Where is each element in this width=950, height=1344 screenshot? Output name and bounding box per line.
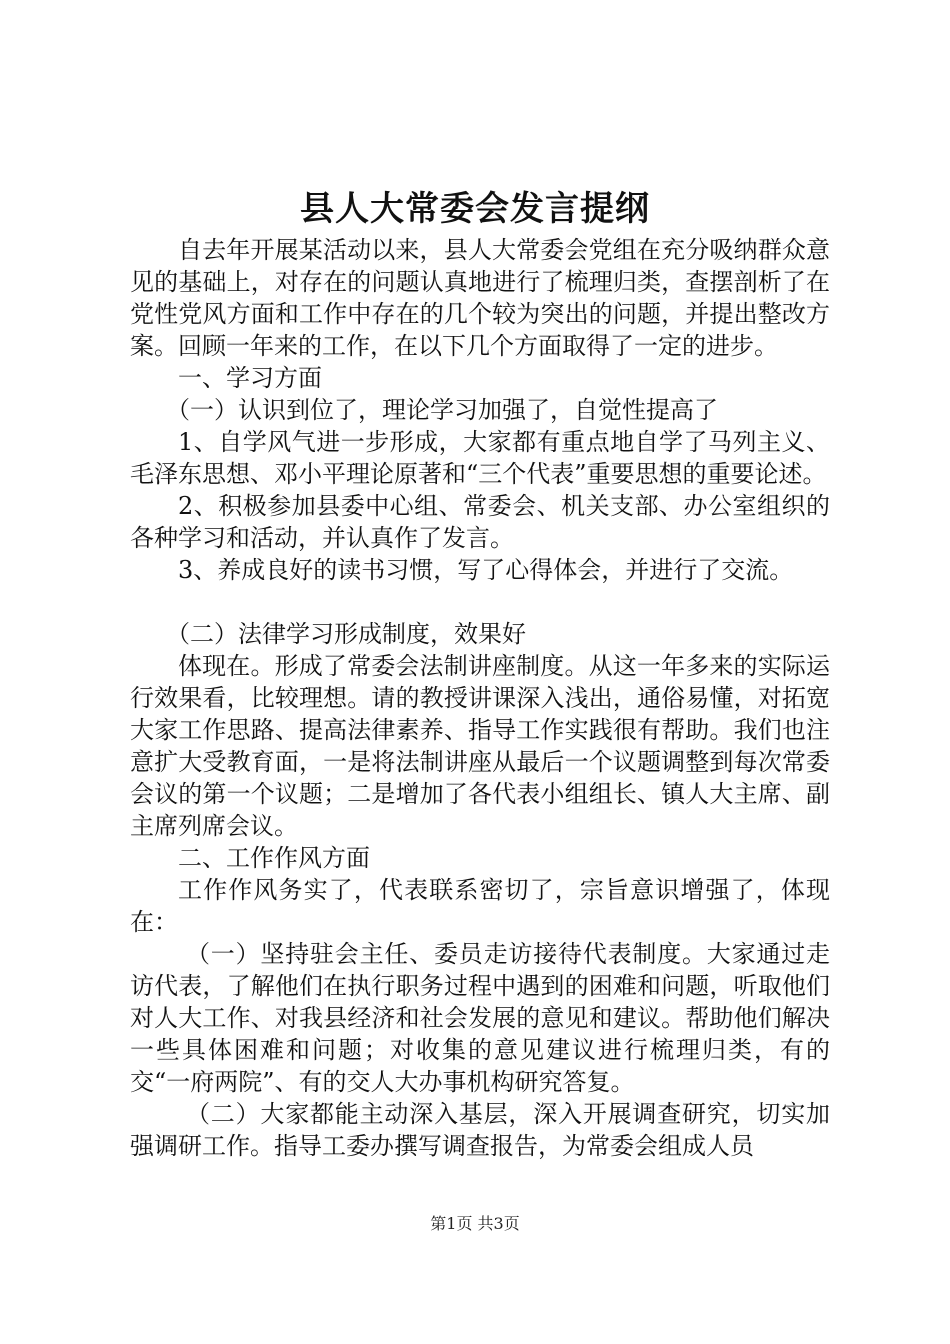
document-title: 县人大常委会发言提纲 [300,189,650,229]
page-footer: 第1页 共3页 [430,1214,520,1233]
paragraph-gap [130,586,830,618]
subsection-heading-theory: （一）认识到位了，理论学习加强了，自觉性提高了 [166,396,718,424]
list-item-2: 2、积极参加县委中心组、常委会、机关支部、办公室组织的各种学习和活动，并认真作了发言。 [130,492,830,552]
section-heading-study: 一、学习方面 [178,364,322,392]
intro-paragraph: 自去年开展某活动以来，县人大常委会党组在充分吸纳群众意见的基础上，对存在的问题认真地进行了梳理归类，查摆剖析了在党性党风方面和工作中存在的几个较为突出的问题，并提出整改方案。回顾一年来的工作，在以下几个方面取得了一定的进步。 [130,236,830,360]
visit-system-paragraph: （一）坚持驻会主任、委员走访接待代表制度。大家通过走访代表，了解他们在执行职务过程中遇到的困难和问题，听取他们对人大工作、对我县经济和社会发展的意见和建议。帮助他们解决一些具体困难和问题；对收集的意见建议进行梳理归类，有的交“一府两院”、有的交人大办事机构研究答复。 [130,940,830,1096]
subsection-heading-law: （二）法律学习形成制度，效果好 [166,620,526,648]
list-item-1: 1、自学风气进一步形成，大家都有重点地自学了马列主义、毛泽东思想、邓小平理论原著和“三个代表”重要思想的重要论述。 [130,428,830,488]
list-item-3: 3、养成良好的读书习惯，写了心得体会，并进行了交流。 [178,556,794,584]
document-body [130,234,830,1162]
law-study-paragraph: 体现在。形成了常委会法制讲座制度。从这一年多来的实际运行效果看，比较理想。请的教授讲课深入浅出，通俗易懂，对拓宽大家工作思路、提高法律素养、指导工作实践很有帮助。我们也注意扩大受教育面，一是将法制讲座从最后一个议题调整到每次常委会议的第一个议题；二是增加了各代表小组组长、镇人大主席、副主席列席会议。 [130,652,830,840]
work-style-intro-paragraph: 工作作风务实了，代表联系密切了，宗旨意识增强了，体现在： [130,876,830,936]
section-heading-work-style: 二、工作作风方面 [178,844,370,872]
research-paragraph: （二）大家都能主动深入基层，深入开展调查研究，切实加强调研工作。指导工委办撰写调查报告，为常委会组成人员 [130,1100,830,1160]
